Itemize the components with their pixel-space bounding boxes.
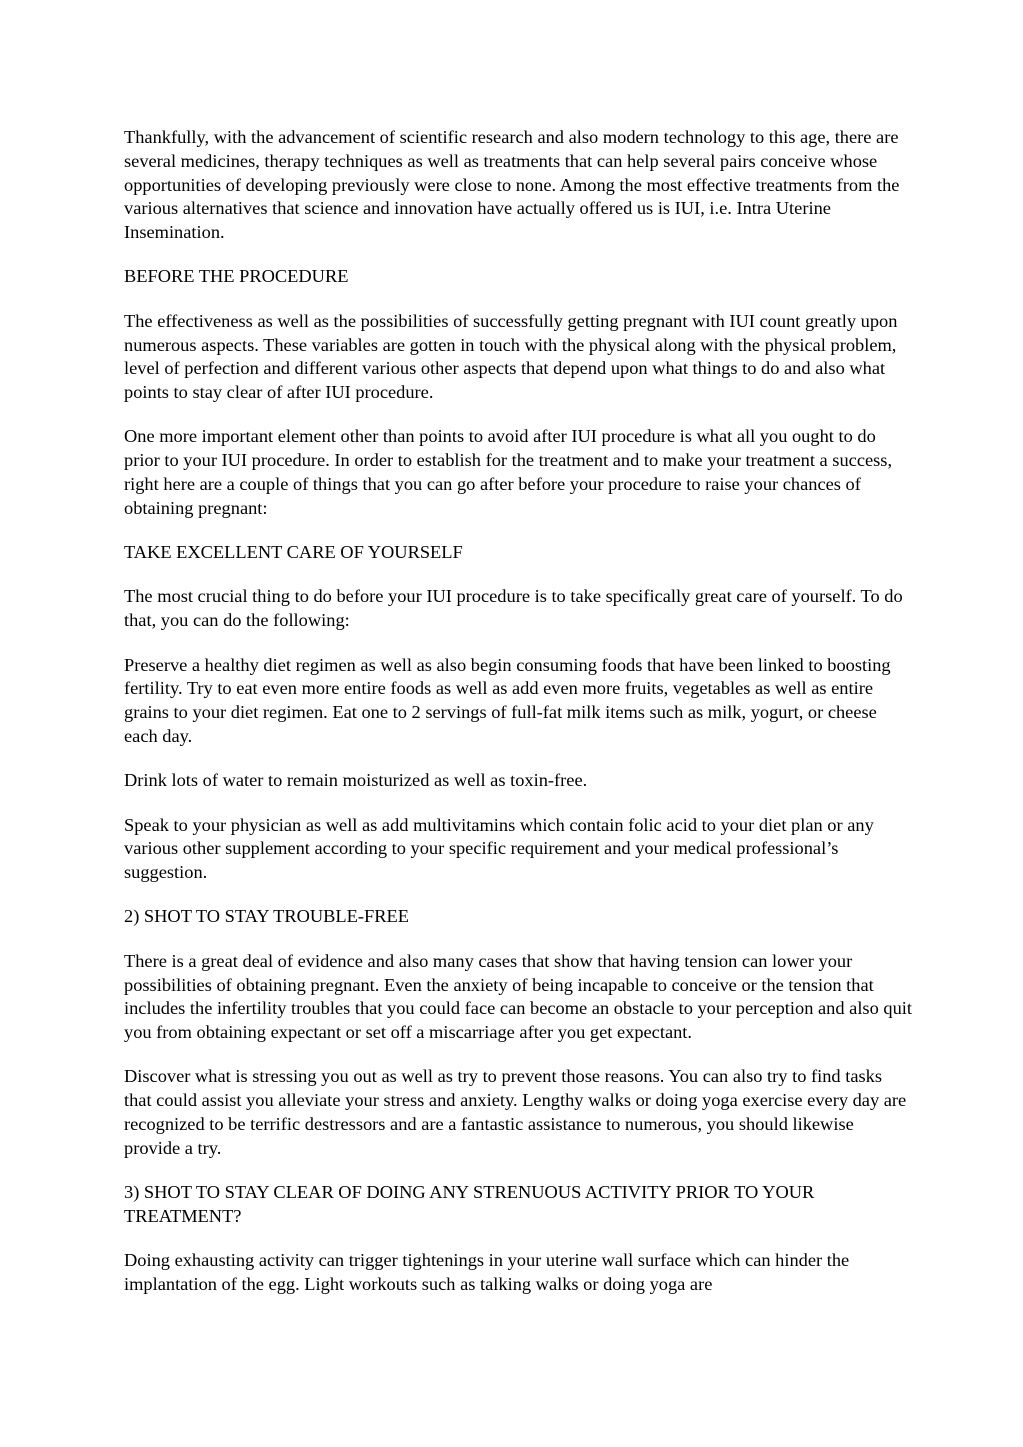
paragraph-drink-water: Drink lots of water to remain moisturized as well as toxin-free. (124, 770, 588, 791)
heading-take-excellent-care: TAKE EXCELLENT CARE OF YOURSELF (124, 542, 463, 563)
paragraph-exhausting-activity: Doing exhausting activity can trigger tightenings in your uterine wall surface which can hinder the implantation of the egg. Light workouts such as talking walks or doing yoga are (124, 1250, 850, 1294)
heading-strenuous-activity: 3) SHOT TO STAY CLEAR OF DOING ANY STRENUOUS ACTIVITY PRIOR TO YOUR TREATMENT? (124, 1182, 815, 1226)
heading-stay-trouble-free: 2) SHOT TO STAY TROUBLE-FREE (124, 906, 409, 927)
document-page (124, 126, 914, 1317)
heading-before-the-procedure: BEFORE THE PROCEDURE (124, 266, 349, 287)
paragraph-intro: Thankfully, with the advancement of scientific research and also modern technology to this age, there are several medicines, therapy techniques as well as treatments that can help several pairs conceive whose opportunities of developing previously were close to none. Among the most effective treatments from the various alternatives that science and innovation have actually offered us is IUI, i.e. Intra Uterine Insemination. (124, 127, 900, 243)
paragraph-effectiveness: The effectiveness as well as the possibilities of successfully getting pregnant with IUI count greatly upon numerous aspects. These variables are gotten in touch with the physical along with the physical problem, level of perfection and different various other aspects that depend upon what things to do and also what points to stay clear of after IUI procedure. (124, 310, 898, 403)
paragraph-important-element: One more important element other than points to avoid after IUI procedure is what all you ought to do prior to your IUI procedure. In order to establish for the treatment and to make your treatment a success, right here are a couple of things that you can go after before your procedure to raise your chances of obtaining pregnant: (124, 426, 893, 518)
paragraph-physician: Speak to your physician as well as add multivitamins which contain folic acid to your diet plan or any various other supplement according to your specific requirement and your medical professional’s suggestion. (124, 814, 874, 883)
paragraph-healthy-diet: Preserve a healthy diet regimen as well as also begin consuming foods that have been linked to boosting fertility. Try to eat even more entire foods as well as add even more fruits, vegetables as well as entire grains to your diet regimen. Eat one to 2 servings of full-fat milk items such as milk, yogurt, or cheese each day. (124, 654, 891, 746)
paragraph-evidence-tension: There is a great deal of evidence and also many cases that show that having tension can lower your possibilities of obtaining pregnant. Even the anxiety of being incapable to conceive or the tension that includes the infertility troubles that you could face can become an obstacle to your perception and also quit you from obtaining expectant or set off a miscarriage after you get expectant. (124, 950, 912, 1043)
paragraph-crucial-thing: The most crucial thing to do before your IUI procedure is to take specifically great care of yourself. To do that, you can do the following: (124, 586, 903, 631)
paragraph-discover-stress: Discover what is stressing you out as well as try to prevent those reasons. You can also try to find tasks that could assist you alleviate your stress and anxiety. Lengthy walks or doing yoga exercise every day are recognized to be terrific destressors and are a fantastic assistance to numerous, you should likewise provide a try. (124, 1066, 907, 1158)
